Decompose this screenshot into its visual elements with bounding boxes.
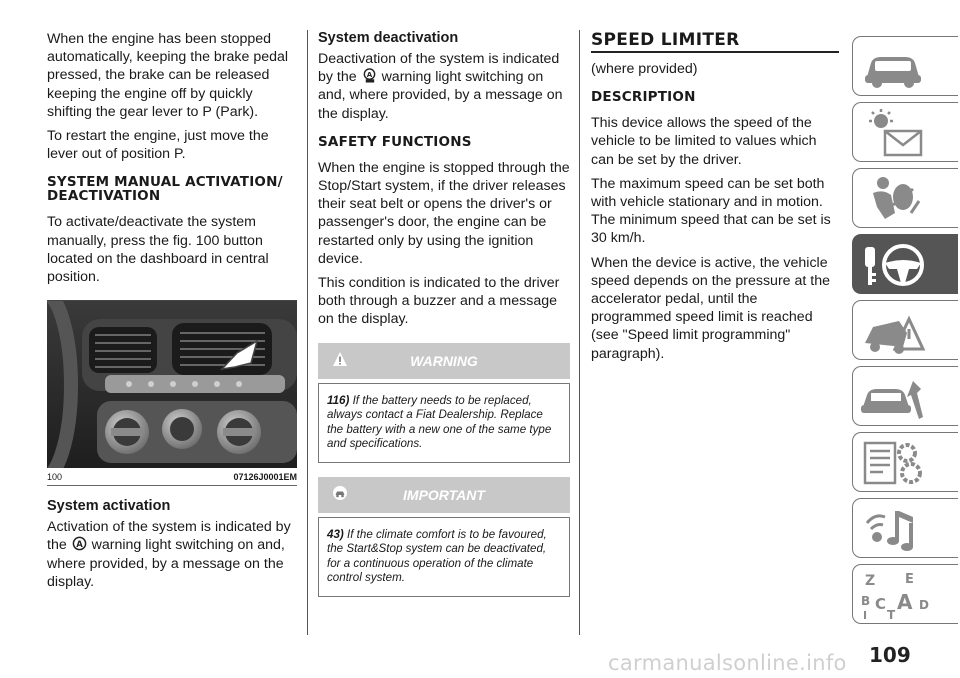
paragraph: When the engine is stopped through the Stop/Start system, if the driver releases their seat belt or opens the driver's or passenger's door, the engine can be restarted only by using the ignition device. bbox=[318, 159, 570, 267]
subheading: System deactivation bbox=[318, 30, 459, 46]
svg-text:A: A bbox=[897, 590, 913, 614]
svg-text:C: C bbox=[875, 595, 887, 613]
text-segment: Deactivation of the system is indicated by the bbox=[318, 51, 560, 86]
emergency-icon bbox=[859, 305, 929, 357]
chapter-title: SPEED LIMITER bbox=[591, 30, 839, 53]
column-middle bbox=[318, 30, 570, 597]
tab-car[interactable] bbox=[852, 36, 958, 96]
section-heading: DESCRIPTION bbox=[591, 89, 696, 106]
paragraph: When the device is active, the vehicle speed depends on the pressure at the accelerator pedal, until the programmed speed limit is reached (see "Speed limit programming" paragraph). bbox=[591, 254, 830, 362]
important-text: If the climate comfort is to be favoured, the Start&Stop system can be deactivated, for a continuous operation of the climate control system. bbox=[327, 527, 547, 585]
tab-maintenance[interactable] bbox=[852, 366, 958, 426]
warning-title: WARNING bbox=[410, 352, 478, 369]
tab-starting-driving[interactable] bbox=[852, 234, 958, 294]
tab-emergency[interactable] bbox=[852, 300, 958, 360]
tab-technical-data[interactable] bbox=[852, 432, 958, 492]
warning-lights-icon bbox=[859, 107, 929, 159]
warning-box-header bbox=[318, 343, 570, 379]
svg-text:D: D bbox=[919, 598, 929, 612]
tab-index[interactable] bbox=[852, 564, 958, 624]
index-icon bbox=[859, 569, 929, 621]
dashboard-figure bbox=[47, 300, 297, 468]
subtitle: (where provided) bbox=[591, 61, 698, 77]
important-box-header bbox=[318, 477, 570, 513]
tab-warning-lights[interactable] bbox=[852, 102, 958, 162]
car-important-icon bbox=[332, 485, 348, 501]
paragraph bbox=[318, 50, 570, 123]
key-steering-wheel-icon bbox=[859, 239, 929, 291]
technical-data-icon bbox=[859, 437, 929, 489]
dashboard-photo-illustration bbox=[47, 301, 297, 468]
column-divider bbox=[307, 30, 308, 635]
text-segment: warning light switching on and, where provided, by a message on the display. bbox=[47, 537, 285, 590]
text-segment: Activation of the system is indicated by the bbox=[47, 519, 291, 554]
paragraph bbox=[47, 518, 297, 591]
subheading: System activation bbox=[47, 498, 171, 515]
column-right bbox=[591, 30, 839, 369]
svg-text:E: E bbox=[905, 572, 914, 587]
tab-safety[interactable] bbox=[852, 168, 958, 228]
paragraph: When the engine has been stopped automatically, keeping the brake pedal pressed, the brake can be released keeping the engine off by quickly shifting the gear lever to P (Park). bbox=[47, 31, 289, 120]
page-number: 109 bbox=[869, 643, 911, 667]
paragraph: To activate/deactivate the system manually, press the fig. 100 button located on the dashboard in central position. bbox=[47, 214, 269, 286]
important-title: IMPORTANT bbox=[403, 486, 485, 503]
svg-text:B: B bbox=[861, 594, 871, 608]
warning-text: If the battery needs to be replaced, always contact a Fiat Dealership. Replace the battery with a new one of the same type and specifications. bbox=[327, 393, 552, 451]
svg-text:A: A bbox=[75, 539, 83, 550]
stop-start-off-warning-light-icon bbox=[362, 68, 377, 83]
section-heading: SAFETY FUNCTIONS bbox=[318, 133, 472, 150]
multimedia-icon bbox=[859, 503, 929, 555]
car-maintenance-icon bbox=[859, 371, 929, 423]
column-left bbox=[47, 30, 297, 597]
safety-airbag-icon bbox=[859, 173, 929, 225]
watermark: carmanualsonline.info bbox=[608, 651, 847, 675]
paragraph: This condition is indicated to the driver both through a buzzer and a message on the display. bbox=[318, 275, 560, 328]
svg-text:Z: Z bbox=[865, 573, 876, 589]
figure-code: 07126J0001EM bbox=[233, 472, 297, 483]
svg-text:I: I bbox=[863, 609, 868, 621]
reference-number: 116) bbox=[327, 393, 350, 407]
text-segment: warning light switching on and, where provided, by a message on the display. bbox=[318, 69, 563, 122]
figure-number: 100 bbox=[47, 472, 63, 483]
tab-multimedia[interactable] bbox=[852, 498, 958, 558]
svg-text:T: T bbox=[887, 608, 896, 621]
section-heading: SYSTEM MANUAL ACTIVATION/ DEACTIVATION bbox=[47, 174, 283, 205]
warning-triangle-icon bbox=[332, 351, 348, 367]
car-icon bbox=[859, 41, 929, 93]
svg-text:A: A bbox=[366, 70, 372, 80]
stop-start-warning-light-icon bbox=[72, 536, 87, 551]
important-box-body bbox=[318, 517, 570, 597]
warning-box-body bbox=[318, 383, 570, 463]
figure-caption bbox=[47, 468, 297, 486]
paragraph: To restart the engine, just move the lever out of position P. bbox=[47, 128, 269, 163]
paragraph: The maximum speed can be set both with vehicle stationary and in motion. The minimum speed that can be set is 30 km/h. bbox=[591, 175, 831, 247]
paragraph: This device allows the speed of the vehicle to be limited to values which can be set by the driver. bbox=[591, 115, 817, 168]
reference-number: 43) bbox=[327, 527, 344, 541]
column-divider bbox=[579, 30, 580, 635]
